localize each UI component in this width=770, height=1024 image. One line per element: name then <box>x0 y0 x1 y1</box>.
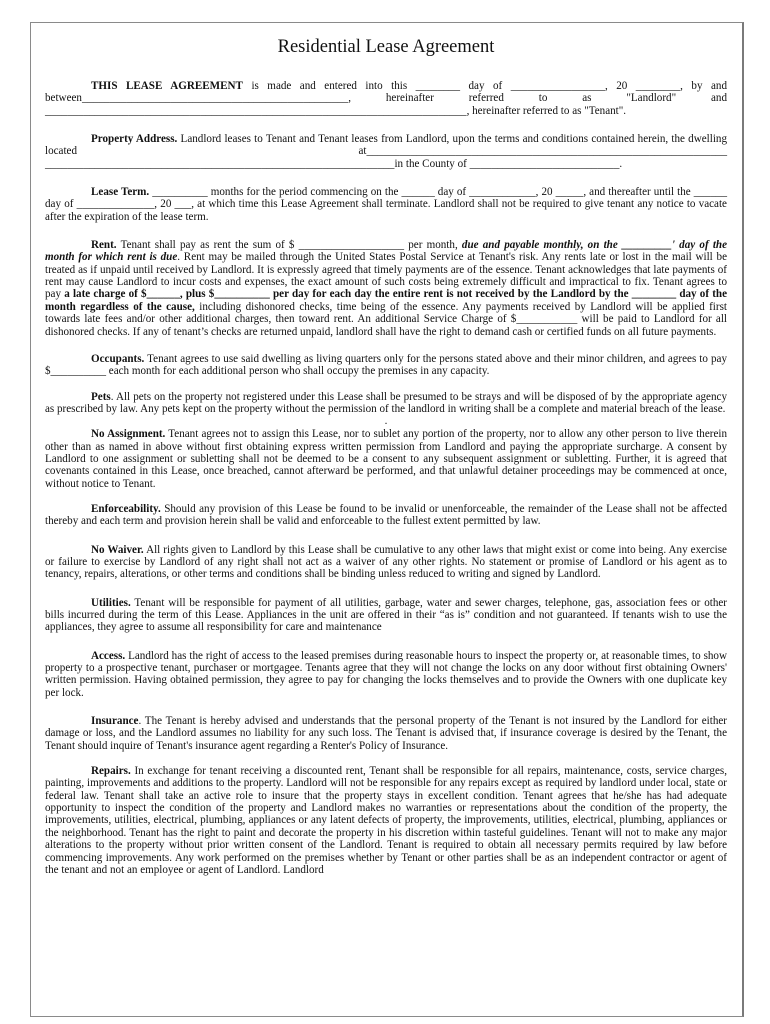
property-address-paragraph <box>45 133 727 170</box>
property-address-text: Landlord leases to Tenant and Tenant leases from Landlord, upon the terms and conditions contained herein, the dwelling located at_________________________________________________________________ _______________________________________________________________in the County of ___________________________. <box>45 133 727 170</box>
no-waiver-paragraph <box>45 544 727 581</box>
pets-text: . All pets on the property not registered under this Lease shall be presumed to be strays and will be disposed of by the appropriate agency as prescribed by law. Any pets kept on the property without the permission of the landlord in writing shall be a complete and material breach of the lease. <box>45 390 727 415</box>
utilities-heading: Utilities. <box>91 596 131 609</box>
lease-term-paragraph <box>45 186 727 223</box>
stray-dot: . <box>384 415 388 428</box>
rent-paragraph <box>45 239 727 338</box>
rent-due-2: ' day of the month for which rent is due <box>45 239 728 264</box>
insurance-paragraph <box>45 715 727 752</box>
utilities-paragraph <box>45 597 727 634</box>
no-assignment-heading: No Assignment. <box>91 428 166 441</box>
no-waiver-text: All rights given to Landlord by this Lease shall be cumulative to any other laws that might exist or come into being. Any exercise or failure to exercise by Landlord of any right shall not act as a waiver of any other rights. No statement or promise of Landlord or his agent as to tenancy, repairs, alterations, or other terms and conditions shall be binding unless reduced to writing and signed by Landlord. <box>45 543 727 581</box>
repairs-heading: Repairs. <box>91 765 131 778</box>
intro-text: is made and entered into this ________ day of _________________, 20 ________, by and between________________________________________________, hereinafter referred to as "Landlord" and ____________________________________________________________________________, hereinafter referred to as "Tenant". <box>45 80 727 117</box>
access-heading: Access. <box>91 649 126 662</box>
occupants-text: Tenant agrees to use said dwelling as living quarters only for the persons stated above and their minor children, and agrees to pay $__________ each month for each additional person who shall occupy the premises in any capacity. <box>45 352 727 378</box>
rent-heading: Rent. <box>91 239 117 252</box>
repairs-text: In exchange for tenant receiving a discounted rent, Tenant shall be responsible for all repairs, maintenance, costs, service charges, painting, improvements and additions to the property. Landlord will not be responsible for any repairs except as required by landlord under local, state or federal law. Tenant shall take an active role to insure that the property stays in excellent condition. Tenant agrees that he/she has had adequate opportunity to inspect the condition of the property and Landlord makes no warranties or representations about the condition of the property, the improvements, utilities, electrical, plumbing, appliances or any latent defects of property, the improvements, utilities, electrical, plumbing, appliances or the neighborhood. Tenant has the right to paint and decorate the property in his discretion within tasteful guidelines. Tenant will not to make any major alterations to the property without prior written consent of the Landlord. Tenant is required to obtain all necessary permits required by law before commencing improvements. Any work performed on the premises whether by Tenant or other parties shall be as an independent contractor or agent of the tenant and not an employee or agent of Landlord. Landlord <box>45 765 727 876</box>
property-address-heading: Property Address. <box>91 133 178 146</box>
occupants-heading: Occupants. <box>91 352 145 365</box>
document-title: Residential Lease Agreement <box>277 37 495 57</box>
lease-term-text: __________ months for the period commencing on the ______ day of ____________, 20 _____, and thereafter until the ______ day of ______________, 20 ___, at which time this Lease Agreement shall terminate. Landlord shall not be required to give tenant any notice to vacate after the expiration of the lease term. <box>45 186 727 223</box>
lease-term-heading: Lease Term. <box>91 186 150 199</box>
rent-late-charge: a late charge of $______, plus $__________ per day for each day the entire rent is not received by the Landlord by the ________ day of the month regardless of the cause, <box>45 288 727 313</box>
insurance-heading: Insurance <box>91 715 139 728</box>
lease-document <box>45 36 727 876</box>
rent-text-3: including dishonored checks, time being of the essence. Any payments received by Landlord will be applied first towards late fees and/or other additional charges, then toward rent. An additional Service Charge of $___________ will be paid to Landlord for all dishonored checks. If any of tenant’s checks are returned unpaid, landlord shall have the right to demand cash or certified funds on all future payments. <box>45 300 727 338</box>
repairs-paragraph <box>45 765 727 876</box>
rent-text-1: Tenant shall pay as rent the sum of $ ___________________ per month, <box>116 239 462 252</box>
rent-text-2: . Rent may be mailed through the United States Postal Service at Tenant's risk. Any rents late or lost in the mail will be treated as if unpaid until received by Landlord. It is expressly agreed that timely payments are of the essence. Tenant acknowledges that late payments of rent may cause Landlord to incur costs and expenses, the exact amount of such costs being extremely difficult and impractical to fix. Tenant agrees to pay <box>45 251 727 301</box>
intro-heading: THIS LEASE AGREEMENT <box>91 80 243 92</box>
intro-paragraph <box>45 80 727 117</box>
access-paragraph <box>45 650 727 699</box>
occupants-paragraph <box>45 353 727 378</box>
enforceability-text: Should any provision of this Lease be found to be invalid or unenforceable, the remainder of the Lease shall not be affected thereby and each term and provision herein shall be valid and enforceable to the fullest extent permitted by law. <box>45 502 727 528</box>
utilities-text: Tenant will be responsible for payment of all utilities, garbage, water and sewer charges, telephone, gas, association fees or other bills incurred during the term of this Lease. Appliances in the unit are offered in their “as is” condition and not guaranteed. If tenants wish to use the appliances, they agree to assume all responsibility for care and maintenance <box>45 596 727 634</box>
pets-heading: Pets <box>91 390 111 403</box>
no-assignment-text: Tenant agrees not to assign this Lease, nor to sublet any portion of the property, nor to allow any other person to live therein other than as named in above without first obtaining express written permission from Landlord and paying the appropriate surcharge. A consent by Landlord to one assignment or subletting shall not be deemed to be a consent to any subsequent assignment or subletting. Further, it is agreed that covenants contained in this Lease, once breached, cannot afterward be performed, and that unlawful detainer proceedings may be commenced at once, without notice to Tenant. <box>45 428 727 490</box>
access-text: Landlord has the right of access to the leased premises during reasonable hours to inspect the property or, at reasonable times, to show property to a prospective tenant, purchaser or mortgagee. Tenants agree that they will not change the locks on any door without first obtaining Owners' written permission. Having obtained permission, they agree to pay for changing the locks themselves and to provide the Owners with one duplicate key per lock. <box>45 649 727 699</box>
no-assignment-paragraph <box>45 428 727 490</box>
no-waiver-heading: No Waiver. <box>91 543 144 556</box>
enforceability-paragraph <box>45 503 727 528</box>
rent-due-1: due and payable monthly, on the _________ <box>461 239 672 252</box>
insurance-text: . The Tenant is hereby advised and understands that the personal property of the Tenant is not insured by the Landlord for either damage or loss, and the Landlord assumes no liability for any such loss. The Tenant is advised that, if insurance coverage is desired by the Tenant, the Tenant should inquire of Tenant's insurance agent regarding a Renter's Policy of Insurance. <box>45 715 727 752</box>
enforceability-heading: Enforceability. <box>91 502 161 515</box>
pets-paragraph <box>45 391 727 416</box>
